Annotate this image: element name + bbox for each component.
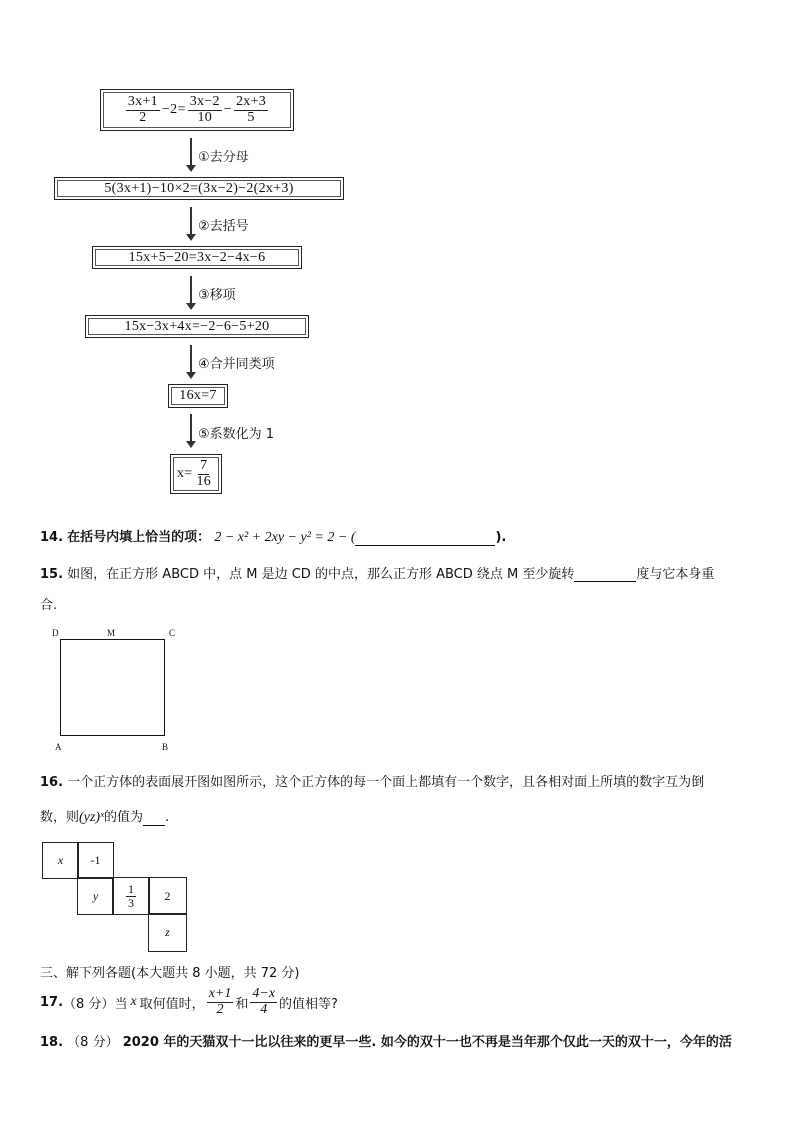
question-18: 18. （8 分） 2020 年的天猫双十一比以往来的更早一些. 如今的双十一也不再是当年那个仅此一天的双十一，今年的活 bbox=[40, 1035, 732, 1050]
fraction: $\frac{2x+3}{5}$ bbox=[236, 93, 267, 125]
step-label: ②去括号 bbox=[198, 219, 249, 234]
down-arrow-icon bbox=[190, 207, 192, 239]
vertex-label-a: A bbox=[55, 742, 62, 752]
flow-box-original-equation: $\frac{3x+1}{2}$ −2= $\frac{3x-2}{10}$ − $\frac{2x+3}{5}$ bbox=[100, 89, 294, 131]
fraction: $\frac{x+1}{2}$ bbox=[208, 985, 232, 1017]
vertex-label-b: B bbox=[162, 742, 169, 752]
square-figure bbox=[60, 639, 165, 736]
vertex-label-c: C bbox=[169, 628, 176, 638]
down-arrow-icon bbox=[190, 345, 192, 377]
down-arrow-icon bbox=[190, 276, 192, 308]
fraction: $\frac{1}{3}$ bbox=[128, 881, 134, 910]
flow-box-step4: 16x=7 bbox=[168, 384, 228, 408]
flow-box-step2: 15x+5−20=3x−2−4x−6 bbox=[92, 246, 302, 269]
flow-box-step3: 15x−3x+4x=−2−6−5+20 bbox=[85, 315, 309, 338]
answer-blank[interactable] bbox=[574, 581, 636, 582]
down-arrow-icon bbox=[190, 414, 192, 446]
net-cell-z: z bbox=[148, 913, 187, 952]
net-cell-x: x bbox=[42, 842, 79, 879]
section-heading: 三、解下列各题(本大题共 8 小题，共 72 分) bbox=[40, 966, 300, 981]
fraction: $\frac{7}{16}$ bbox=[196, 457, 212, 489]
answer-blank[interactable] bbox=[143, 825, 165, 826]
question-16: 16. 一个正方体的表面展开图如图所示，这个正方体的每一个面上都填有一个数字，且各相对面上所填的数字互为倒 bbox=[40, 775, 705, 790]
flow-box-step1: 5(3x+1)−10×2=(3x−2)−2(2x+3) bbox=[54, 177, 344, 200]
step-label: ①去分母 bbox=[198, 150, 249, 165]
midpoint-label-m: M bbox=[107, 628, 116, 638]
step-label: ⑤系数化为 1 bbox=[198, 427, 275, 442]
question-15: 15. 如图，在正方形 ABCD 中，点 M 是边 CD 的中点，那么正方形 ABCD 绕点 M 至少旋转 度与它本身重 bbox=[40, 567, 715, 582]
step-label: ③移项 bbox=[198, 288, 236, 303]
fraction: $\frac{4-x}{4}$ bbox=[252, 985, 276, 1017]
question-15-line2: 合. bbox=[40, 598, 58, 613]
net-cell-two: 2 bbox=[148, 877, 187, 915]
fraction: $\frac{3x-2}{10}$ bbox=[189, 93, 220, 125]
flow-box-result: x= $\frac{7}{16}$ bbox=[170, 454, 222, 494]
down-arrow-icon bbox=[190, 138, 192, 170]
fraction: $\frac{3x+1}{2}$ bbox=[127, 93, 158, 125]
question-16-line2: 数，则(yz)ˣ的值为 . bbox=[40, 810, 170, 825]
net-cell-one-third bbox=[112, 877, 150, 915]
step-label: ④合并同类项 bbox=[198, 357, 275, 372]
question-17: 17. （8 分） 当 x 取何值时， $\frac{x+1}{2}$ 和 $\frac{4-x}{4}$ 的值相等? bbox=[40, 985, 338, 1017]
net-cell-neg1: -1 bbox=[77, 842, 114, 879]
net-cell-y: y bbox=[77, 877, 114, 915]
answer-blank[interactable] bbox=[355, 545, 495, 546]
question-14: 14. 在括号内填上恰当的项： 2 − x² + 2xy − y² = 2 − ( ). bbox=[40, 530, 507, 545]
vertex-label-d: D bbox=[52, 628, 59, 638]
